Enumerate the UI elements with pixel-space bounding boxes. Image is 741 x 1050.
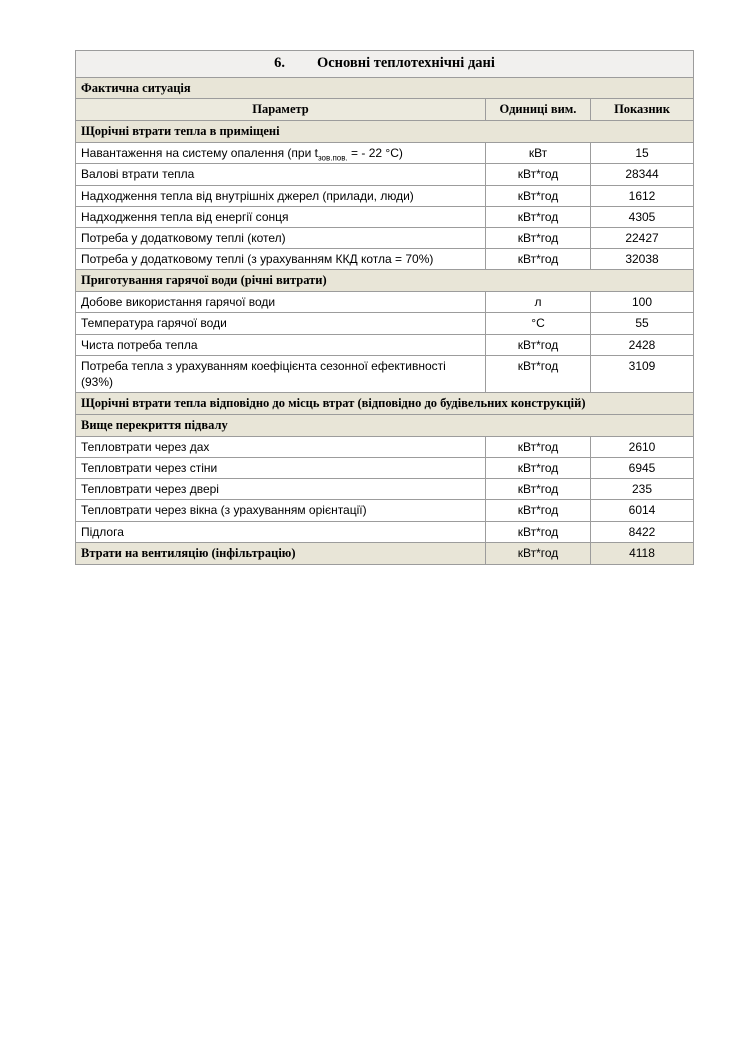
param-cell: Потреба у додатковому теплі (котел) (76, 227, 486, 248)
table-row (76, 292, 694, 313)
param-cell: Потреба тепла з урахуванням коефіцієнта сезонної ефективності (93%) (76, 355, 486, 392)
param-cell: Тепловтрати через вікна (з урахуванням орієнтації) (76, 500, 486, 521)
param-cell: Потреба у додатковому теплі (з урахуванням ККД котла = 70%) (76, 249, 486, 270)
table-row (76, 249, 694, 270)
section-label: Щорічні втрати тепла відповідно до місць втрат (відповідно до будівельних конструкцій) (76, 393, 694, 415)
value-cell: 100 (591, 292, 694, 313)
param-cell: Чиста потреба тепла (76, 334, 486, 355)
value-cell: 4305 (591, 206, 694, 227)
table-row (76, 521, 694, 542)
table-row (76, 185, 694, 206)
unit-cell: кВт*год (486, 164, 591, 185)
value-cell: 55 (591, 313, 694, 334)
unit-cell: кВт*год (486, 521, 591, 542)
value-cell: 28344 (591, 164, 694, 185)
unit-cell: кВт*год (486, 436, 591, 457)
param-cell: Тепловтрати через двері (76, 479, 486, 500)
unit-cell: кВт*год (486, 185, 591, 206)
value-cell: 3109 (591, 355, 694, 392)
table-row (76, 500, 694, 521)
unit-cell: кВт*год (486, 458, 591, 479)
section-label: Приготування гарячої води (річні витрати) (76, 270, 694, 292)
unit-cell: кВт*год (486, 334, 591, 355)
section-row (76, 270, 694, 292)
table-row (76, 436, 694, 457)
table-row (76, 355, 694, 392)
value-cell: 1612 (591, 185, 694, 206)
table-row (76, 143, 694, 164)
param-cell: Надходження тепла від внутрішніх джерел (прилади, люди) (76, 185, 486, 206)
unit-cell: кВт*год (486, 227, 591, 248)
table-row (76, 206, 694, 227)
value-cell: 235 (591, 479, 694, 500)
table-body (76, 121, 694, 564)
table-row (76, 334, 694, 355)
column-header-row (76, 99, 694, 121)
value-cell: 15 (591, 143, 694, 164)
value-cell: 8422 (591, 521, 694, 542)
table-row (76, 313, 694, 334)
table-subtitle: Фактична ситуація (76, 77, 694, 99)
table-row (76, 227, 694, 248)
param-cell: Надходження тепла від енергії сонця (76, 206, 486, 227)
table-title-row (76, 51, 694, 78)
table-title: Основні теплотехнічні дані (316, 55, 495, 71)
param-cell: Втрати на вентиляцію (інфільтрацію) (76, 542, 486, 564)
param-cell: Навантаження на систему опалення (при $t_{зов.пов.}$ = - 22 °С) (76, 143, 486, 164)
param-subscript: зов.пов. (317, 153, 348, 163)
section-row (76, 121, 694, 143)
param-cell: Тепловтрати через стіни (76, 458, 486, 479)
value-cell: 4118 (591, 542, 694, 564)
unit-cell: кВт*год (486, 249, 591, 270)
thermal-data-table (75, 50, 694, 565)
unit-cell: кВт*год (486, 206, 591, 227)
unit-cell: л (486, 292, 591, 313)
param-cell: Тепловтрати через дах (76, 436, 486, 457)
value-cell: 6945 (591, 458, 694, 479)
value-cell: 32038 (591, 249, 694, 270)
unit-cell: кВт*год (486, 355, 591, 392)
table-title-number: 6. (274, 55, 285, 71)
param-cell: Температура гарячої води (76, 313, 486, 334)
section-row (76, 415, 694, 437)
column-header-value: Показник (591, 99, 694, 121)
param-cell: Валові втрати тепла (76, 164, 486, 185)
unit-cell: кВт*год (486, 542, 591, 564)
table-title-cell (76, 51, 694, 78)
unit-cell: кВт*год (486, 479, 591, 500)
param-cell: Підлога (76, 521, 486, 542)
section-label: Вище перекриття підвалу (76, 415, 694, 437)
unit-cell: °С (486, 313, 591, 334)
value-cell: 2428 (591, 334, 694, 355)
section-label: Щорічні втрати тепла в приміщені (76, 121, 694, 143)
unit-cell: кВт*год (486, 500, 591, 521)
value-cell: 22427 (591, 227, 694, 248)
table-row (76, 542, 694, 564)
table-row (76, 479, 694, 500)
unit-cell: кВт (486, 143, 591, 164)
table-subtitle-row (76, 77, 694, 99)
section-row (76, 393, 694, 415)
column-header-unit: Одиниці вим. (486, 99, 591, 121)
table-row (76, 458, 694, 479)
table-row (76, 164, 694, 185)
value-cell: 6014 (591, 500, 694, 521)
value-cell: 2610 (591, 436, 694, 457)
param-cell: Добове використання гарячої води (76, 292, 486, 313)
column-header-param: Параметр (76, 99, 486, 121)
